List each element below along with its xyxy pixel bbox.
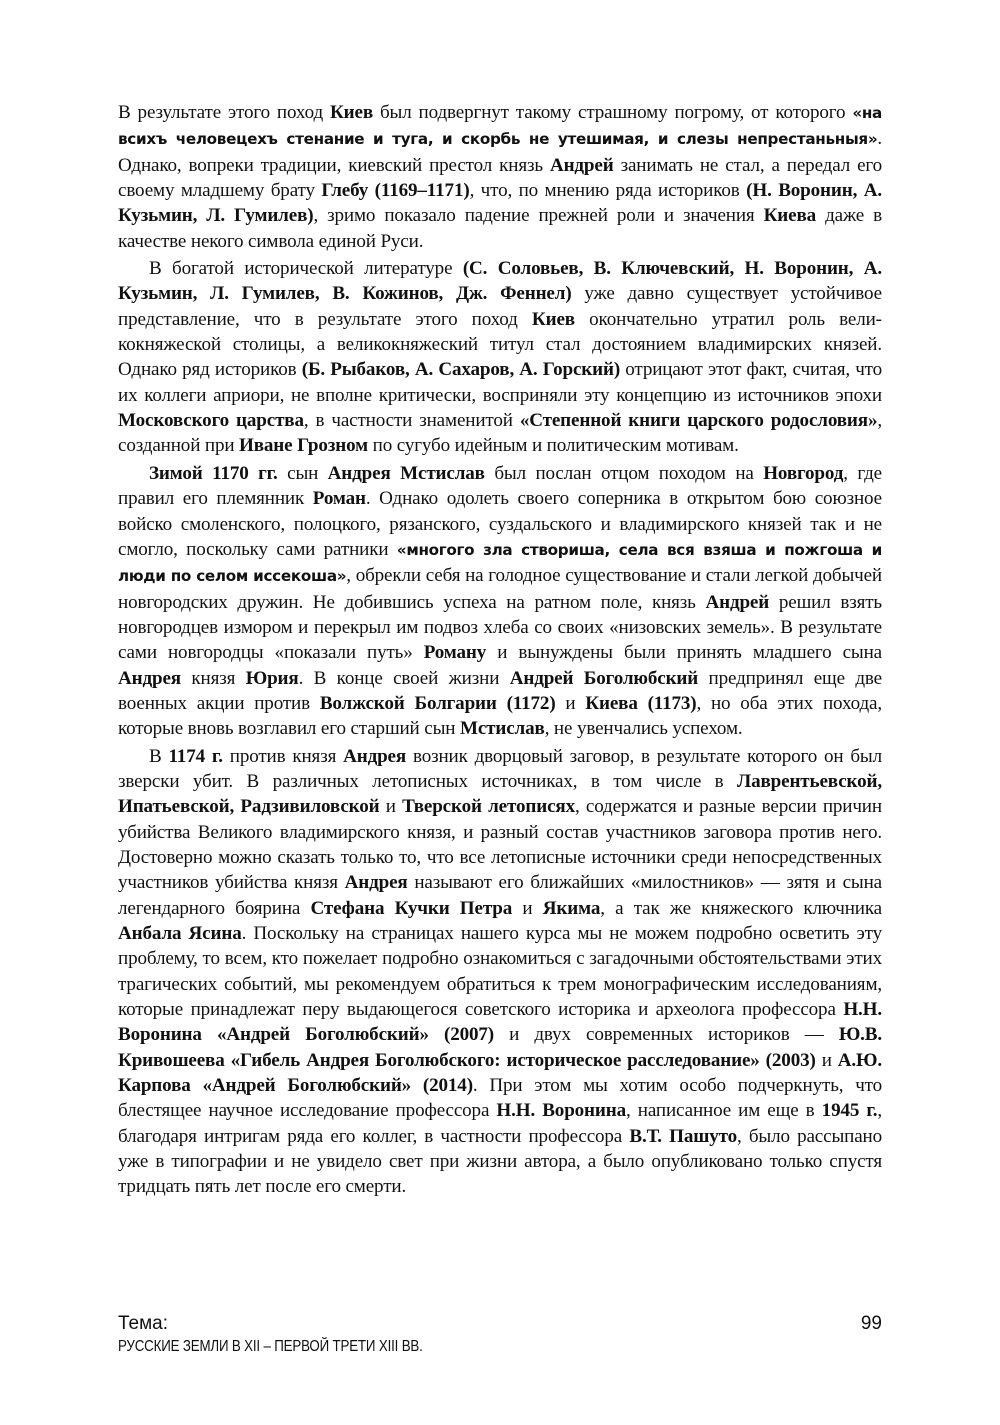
text-run: и <box>555 692 586 714</box>
text-run: решил взять новгородцев измором и перекрыл им подвоз хлеба со своих «низовских земель». В результате сами новгородцы «показали путь» <box>118 591 882 664</box>
text-run: даже в качестве некого символа единой Руси. <box>118 205 882 252</box>
text-run: , написанное им еще в <box>626 1100 822 1122</box>
text-run: . Однако, вопреки традиции, киевский престол князь <box>118 128 882 176</box>
text-run: и <box>512 897 543 919</box>
bold-run: Киева (1173) <box>585 692 697 714</box>
text-run: называют его ближайших «милостников» — зятя и сына легендарного боярина <box>118 872 882 919</box>
text-run: занимать не стал, а передал его своему младшему брату <box>118 154 883 202</box>
text-run: . В конце своей жизни <box>298 667 510 689</box>
bold-run: Московского царства <box>118 410 304 432</box>
text-run: , содержатся и разные версии причин убийства Великого владимирского князя, и разный состав участников заговора против него. Достоверно можно сказать только то, что все летописные источники среди непосредственных участников убийства князя <box>118 796 882 894</box>
text-run: и вынуждены были принять младшего сына <box>486 642 882 664</box>
bold-run: Лаврентьевской, Ипатьевской, Радзивиловской <box>118 770 882 818</box>
bold-run: Тверской летописях <box>402 796 575 818</box>
paragraph <box>118 100 882 254</box>
bold-run: Н.Н. Воронина <box>496 1100 627 1122</box>
text-run: предпринял еще две военных акции против <box>118 667 882 714</box>
text-run: , что, по мнению ряда историков <box>469 180 747 202</box>
text-run: , зримо показало падение прежней роли и значения <box>313 205 764 227</box>
bold-run: Андрей Боголюбский <box>509 667 699 689</box>
bold-run: Андрей <box>705 591 770 613</box>
bold-run: Стефана Кучки Петра <box>310 897 513 919</box>
text-run: , обрекли себя на голодное существование и стали легкой добычей новгородских дружин. Не добившись успеха на ратном поле, князь <box>118 565 882 613</box>
text-run: и <box>379 796 403 818</box>
text-run: , но оба этих похода, которые вновь возглавил его старший сын <box>118 692 882 740</box>
text-run: возник дворцовый заговор, в результате которого он был зверски убит. В различных летописных источниках, в том числе в <box>118 745 882 792</box>
text-run: , созданной при <box>118 410 882 457</box>
text-run: был послан отцом походом на <box>484 462 764 484</box>
bold-run: Киев <box>329 102 374 123</box>
bold-run: Андрея <box>118 667 181 689</box>
text-run: В <box>149 745 169 767</box>
text-run: , где правил его племянник <box>118 462 882 510</box>
bold-run: Андрея Мстислав <box>327 462 485 484</box>
paragraph <box>118 744 882 1200</box>
text-run: В богатой исторической литературе <box>149 258 463 280</box>
text-run: по сугубо идейным и политическим мотивам. <box>368 435 739 457</box>
bold-run: Роману <box>423 642 487 664</box>
text-run: и <box>815 1049 838 1071</box>
text-run: . Поскольку на страницах нашего курса мы не можем подробно осветить эту проблему, то всем, кто пожелает подробно ознакомиться с загадочными обстоятельствами этих трагических событий, мы рекомендуем обратиться к трем монографическим исследованиям, которые принадлежат перу выдающегося советского историка и археолога профессора <box>118 923 882 1021</box>
bold-run: Анбала Ясина <box>118 923 242 944</box>
bold-run: Роман <box>312 488 366 510</box>
bold-run: Андрей <box>549 154 614 176</box>
bold-run: В.Т. Пашуто <box>629 1125 737 1147</box>
bold-run: 1945 г. <box>821 1100 878 1122</box>
old-slavonic-quote: «на всихъ человецехъ стенание и туга, и скорбь не утешимая, и слезы непрестаньныя» <box>118 104 882 149</box>
paragraph <box>118 256 882 459</box>
bold-run: Зимой 1170 гг. <box>149 462 278 484</box>
text-run: сын <box>277 462 328 484</box>
text-run: В результате этого поход <box>118 102 330 123</box>
text-run: и двух современных историков — <box>494 1024 839 1046</box>
page-number: 99 <box>860 1313 882 1334</box>
text-run: уже давно существует устойчивое представление, что в результате этого поход <box>118 283 882 330</box>
bold-run: (С. Соловьев, В. Ключевский, Н. Воронин, А. Кузьмин, Л. Гумилев, В. Кожинов, Дж. Феннел) <box>118 258 882 305</box>
footer-topic-title: РУССКИЕ ЗЕМЛИ В XII – ПЕРВОЙ ТРЕТИ XIII ВВ. <box>118 1338 423 1355</box>
bold-run: Ю.В. Кривошеева «Гибель Андрея Боголюбского: историческое расследование» (2003) <box>118 1024 882 1071</box>
bold-run: Н.Н. Воронина «Андрей Боголюбский» (2007) <box>118 999 882 1046</box>
bold-run: Волжской Болгарии (1172) <box>319 692 556 714</box>
bold-run: (Б. Рыбаков, А. Сахаров, А. Горский) <box>301 359 621 381</box>
text-run: , в частности знаменитой <box>303 410 520 432</box>
text-run: был подвергнут такому страшному погрому, от которого <box>373 102 853 123</box>
bold-run: (Н. Воронин, А. Кузьмин, Л. Гумилев) <box>118 180 882 227</box>
text-run: . При этом мы хотим особо подчеркнуть, что блестящее научное исследование профессора <box>118 1075 883 1122</box>
bold-run: Киев <box>531 308 575 330</box>
text-run: , было рассыпано уже в типографии и не увидело свет при жизни автора, а было опубликовано только спустя тридцать пять лет после его смерти. <box>118 1125 882 1198</box>
paragraph <box>118 461 882 742</box>
bold-run: А.Ю. Карпова «Андрей Боголюбский» (2014) <box>118 1049 882 1097</box>
footer-topic-label: Тема: <box>118 1313 169 1334</box>
text-run: князя <box>180 667 246 689</box>
bold-run: Якима <box>542 897 601 919</box>
text-run: . Однако одолеть своего соперника в открытом бою союзное войско смоленского, полоцкого, рязанского, суздальского и владимирского князей так и не смогло, поскольку сами ратники <box>118 488 882 560</box>
text-run: против князя <box>222 745 344 767</box>
bold-run: Иване Грозном <box>239 435 369 457</box>
bold-run: Юрия <box>245 667 299 689</box>
text-run: , а так же княжеского ключника <box>600 897 882 919</box>
bold-run: Андрея <box>343 745 407 767</box>
text-run: , не увенчались успехом. <box>544 718 743 740</box>
bold-run: Новгород <box>763 462 844 484</box>
text-run: окончательно утратил роль великокняжеской столицы, а великокняжеский титул стал достоянием владимирских князей. Однако ряд историков <box>118 308 882 381</box>
text-run: , благодаря интригам ряда его коллег, в частности профессора <box>118 1100 883 1147</box>
bold-run: Мстислав <box>459 718 545 740</box>
bold-run: Андрея <box>344 872 408 894</box>
bold-run: Глебу (1169–1171) <box>321 180 470 202</box>
old-slavonic-quote: «многого зла створиша, села вся взяша и пожгоша и люди по селом иссекоша» <box>118 540 882 586</box>
body-text <box>118 100 882 1202</box>
bold-run: 1174 г. <box>168 745 223 767</box>
bold-run: Киева <box>763 205 817 227</box>
bold-run: «Степенной книги царского родословия» <box>519 410 878 432</box>
text-run: отрицают этот факт, считая, что их коллеги априори, не вполне критически, восприняли эту концепцию из источников эпохи <box>118 359 882 406</box>
